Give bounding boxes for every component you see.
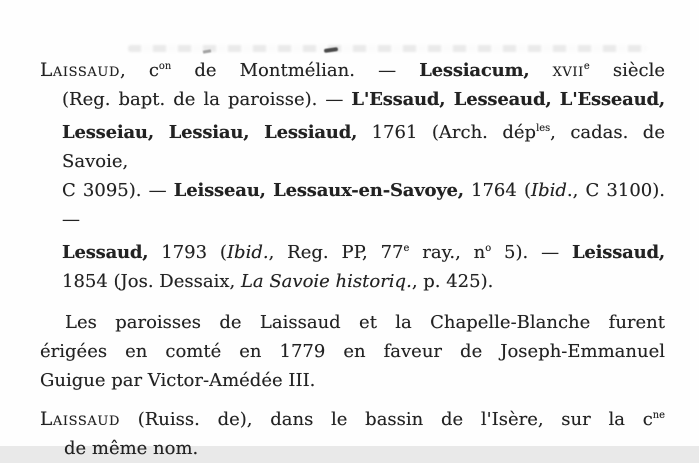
text-line — [40, 85, 665, 114]
text-segment: e — [583, 61, 590, 72]
text-segment: , Reg. PP, 77 — [268, 242, 404, 263]
text-segment: 1764 ( — [463, 180, 531, 201]
text-segment: 1761 (Arch. dép — [357, 122, 537, 143]
text-segment: Les paroisses de Laissaud et la Chapelle-Blanche furent — [65, 312, 665, 333]
text-segment: ne — [652, 410, 665, 421]
note-erection-en-comte — [40, 308, 665, 395]
text-line — [40, 234, 665, 267]
text-line — [40, 401, 665, 434]
text-line — [40, 337, 665, 366]
text-segment: o — [485, 243, 492, 254]
text-segment: La Savoie historiq. — [240, 271, 412, 292]
text-segment: Lesseiau, Lessiau, Lessiaud, — [62, 122, 358, 143]
entry-laissaud-commune — [40, 52, 665, 296]
text-segment: Lessiacum, — [419, 60, 530, 81]
text-segment: Lessaud, — [62, 242, 149, 263]
text-segment: (Ruiss. de), dans le bassin de l'Isère, sur la c — [119, 409, 653, 430]
text-segment: , p. 425). — [411, 271, 494, 292]
text-segment: 1854 (Jos. Dessaix, — [62, 271, 241, 292]
text-line — [40, 52, 665, 85]
text-segment: Leisseau, Lessaux-en-Savoye, — [173, 180, 464, 201]
text-segment: C 3095). — — [62, 180, 174, 201]
text-segment: Leissaud, — [571, 242, 665, 263]
text-segment: de Montmélian. — — [171, 60, 420, 81]
text-segment: les — [536, 123, 551, 134]
text-line — [40, 366, 665, 395]
text-segment: on — [158, 61, 172, 72]
text-segment: Ibid — [531, 180, 567, 201]
text-segment: , cadas. de Savoie, — [62, 122, 665, 172]
text-segment: ., C 3100). — — [62, 180, 665, 230]
text-block — [40, 52, 665, 463]
text-segment: Guigue par Victor-Amédée III. — [40, 370, 316, 391]
text-line — [40, 114, 665, 176]
text-segment: ray., n — [409, 242, 486, 263]
text-line — [40, 308, 665, 337]
text-segment: Ibid. — [226, 242, 269, 263]
text-line — [40, 434, 665, 463]
text-segment: 5). — — [491, 242, 572, 263]
text-segment: , c — [119, 60, 159, 81]
headword-smallcaps: Laissaud — [40, 60, 120, 81]
entry-laissaud-ruisseau — [40, 401, 665, 463]
text-line — [40, 176, 665, 234]
text-segment — [529, 60, 552, 81]
text-line — [40, 267, 665, 296]
text-segment: L'Essaud, Lesseaud, L'Esseaud, — [351, 89, 665, 110]
text-segment: de même nom. — [64, 438, 199, 459]
headword-smallcaps: Laissaud — [40, 409, 120, 430]
headword-smallcaps: xvii — [552, 60, 584, 81]
text-segment: érigées en comté en 1779 en faveur de Joseph-Emmanuel — [40, 341, 665, 362]
text-segment: siècle — [589, 60, 665, 81]
text-segment: (Reg. bapt. de la paroisse). — — [62, 89, 352, 110]
text-segment: e — [403, 243, 410, 254]
text-segment: 1793 ( — [148, 242, 227, 263]
